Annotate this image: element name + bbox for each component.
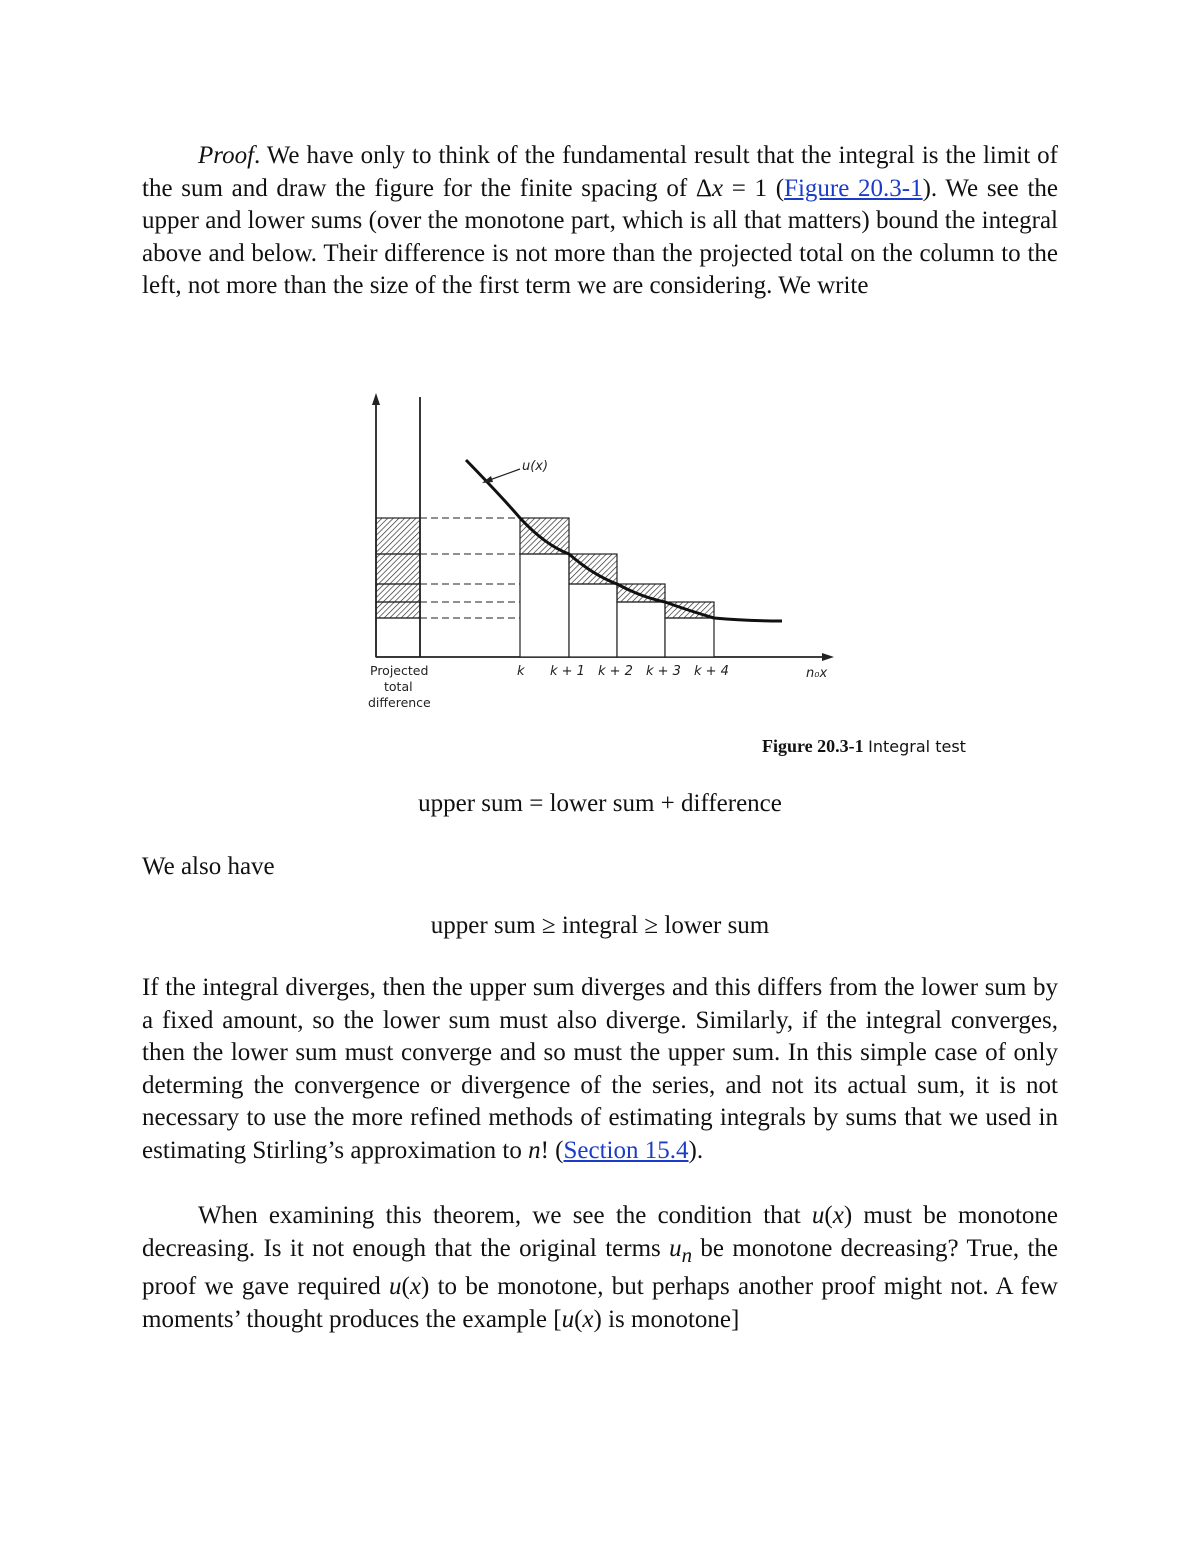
var-u-2: u (669, 1234, 682, 1262)
paren-4: ( (574, 1305, 583, 1333)
projected-block-2 (376, 554, 420, 584)
monotone-text-c: be monotone decreasing? True, the proof we gave required (142, 1234, 1059, 1301)
paren-3: ( (401, 1273, 410, 1301)
var-x-1: x (832, 1202, 844, 1229)
paragraph-divergence (142, 972, 1058, 1168)
monotone-text-b: ) must be monotone decreasing. Is it not enough that the original terms (142, 1202, 1058, 1262)
section-link[interactable]: Section 15.4 (563, 1136, 689, 1164)
lower-rect-1 (520, 554, 569, 657)
figure-caption (762, 736, 966, 757)
paragraph-proof (142, 140, 1058, 303)
tick-k: k (517, 664, 525, 679)
integral-test-figure (362, 385, 842, 715)
sub-n: n (681, 1242, 693, 1267)
lower-rect-2 (569, 584, 617, 657)
caption-label: Figure 20.3-1 (762, 736, 864, 756)
projected-label-2: total (384, 679, 413, 694)
lower-rect-4 (665, 618, 714, 657)
figure-link[interactable]: Figure 20.3-1 (784, 174, 923, 202)
projected-block-3 (376, 584, 420, 602)
y-axis-arrow (372, 393, 380, 405)
line-also-have: We also have (142, 853, 275, 880)
tick-k2: k + 2 (598, 664, 633, 679)
lower-rect-3 (617, 602, 665, 657)
proof-text-b: = 1 ( (723, 174, 785, 202)
caption-text: Integral test (868, 737, 966, 756)
projected-label-3: difference (368, 695, 431, 710)
equation-inequality: upper sum ≥ integral ≥ lower sum (430, 912, 770, 939)
proof-lead: Proof (198, 142, 255, 169)
figure-svg (362, 385, 842, 715)
x-axis-arrow (822, 653, 834, 661)
paren-1: ( (824, 1202, 833, 1229)
equation-upper-sum: upper sum = lower sum + difference (418, 790, 782, 817)
proof-text-c: ). We see the upper and lower sums (over the monotone part, which is all that matters) bound the integral above and below. Their difference is not more than the projected total on the column to the left, not more than the size of the first term we are considering. We write (142, 174, 1058, 300)
projected-base (376, 618, 420, 657)
projected-label-1: Projected (370, 663, 429, 678)
var-u-1: u (811, 1202, 825, 1229)
tick-k1: k + 1 (550, 664, 585, 679)
tick-k3: k + 3 (646, 664, 681, 679)
paragraph-monotone (142, 1200, 1058, 1336)
projected-block-1 (376, 518, 420, 554)
var-u-4: u (561, 1305, 575, 1333)
diff-rect-1 (520, 518, 569, 554)
axis-end-label: n₀x (806, 666, 828, 681)
var-u-3: u (389, 1273, 402, 1301)
monotone-text-a: When examining this theorem, we see the condition that (198, 1202, 812, 1229)
var-n: n (528, 1136, 541, 1164)
divergence-text-a: If the integral diverges, then the upper sum diverges and this differs from the lower sum by a fixed amount, so the lower sum must also diverge. Similarly, if the integral converges, then the lower sum must converge and so must the upper sum. In this simple case of only determing the convergence or divergence of the series, and not its actual sum, it is not necessary to use the more refined methods of estimating integrals by sums that we used in estimating Stirling’s approximation to (142, 974, 1058, 1164)
var-x-4: x (582, 1305, 594, 1333)
proof-text-a: . We have only to think of the fundamental result that the integral is the limit of the sum and draw the figure for the finite spacing of Δ (142, 142, 1058, 202)
tick-k4: k + 4 (694, 664, 729, 679)
curve-label: u(x) (522, 459, 549, 474)
monotone-text-e: ) is monotone] (593, 1305, 740, 1333)
divergence-text-c: ). (688, 1136, 704, 1164)
divergence-text-b: ! ( (540, 1136, 564, 1164)
monotone-text-d: ) to be monotone, but perhaps another proof might not. A few moments’ thought produces the example [ (142, 1273, 1058, 1333)
var-x-3: x (409, 1273, 421, 1301)
projected-block-4 (376, 602, 420, 618)
page-content (142, 140, 1059, 1333)
var-x: x (711, 174, 724, 202)
